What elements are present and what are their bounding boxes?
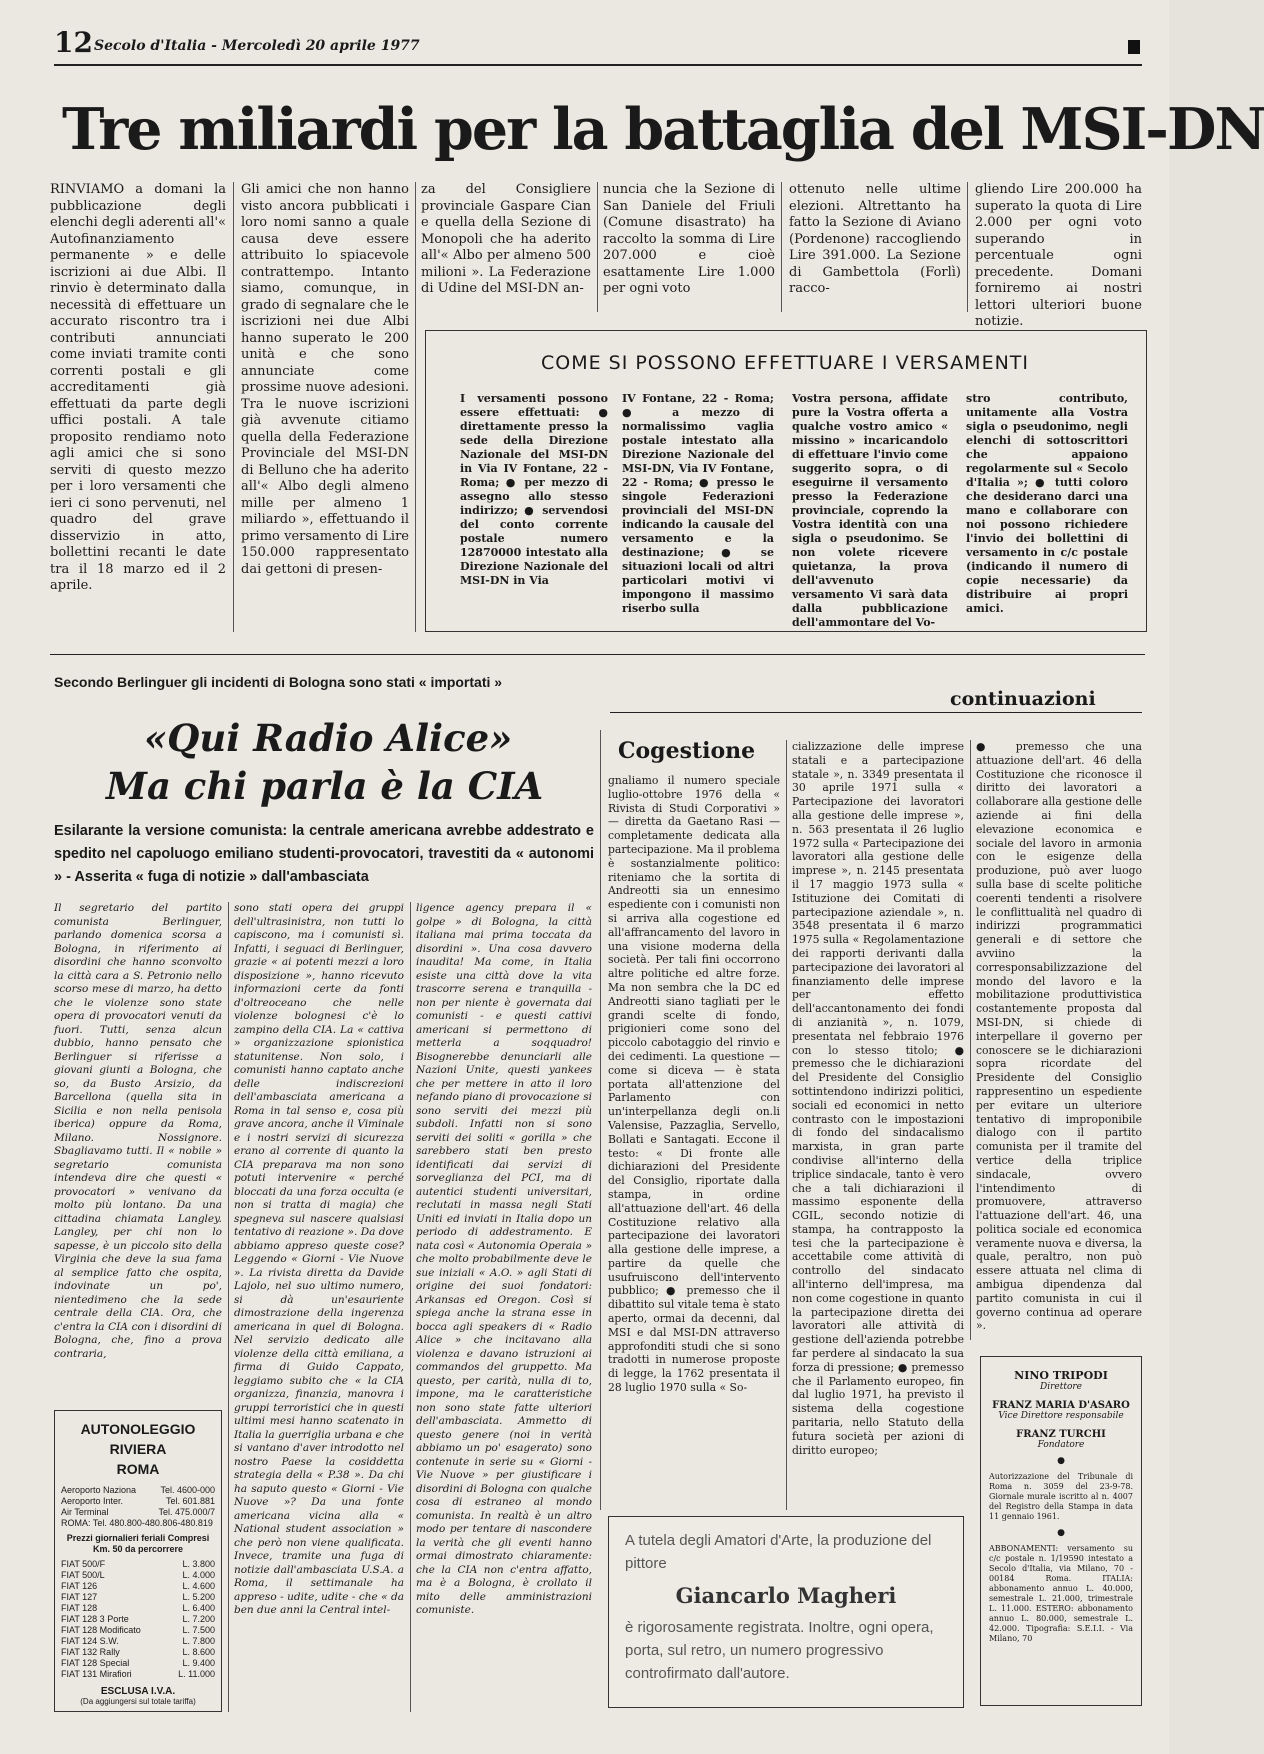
cogestione-col-1: gnaliamo il numero speciale luglio-ottobre 1976 della « Rivista di Studi Corporativi » — diretta da Gaetano Rasi — completamente dedicata alla partecipazione. Ma il problema è sostanzialmente politico: riteniamo che la sortita di Andreotti sia un ennesimo espediente con i comunisti non si arriva alla cogestione ed all'affrancamento del lavoro in una visione moderna della società. Per tali fini occorrono altre politiche ed altre forze. Ma non sembra che la DC ed Andreotti siano tagliati per le grandi scelte di fondo, prigionieri come sono del piccolo cabotaggio del rinvio e dei cedimenti. La questione — come si diceva — è stata portata all'attenzione del Parlamento con un'interpellanza degli on.li Valensise, Pazzaglia, Servello, Bollati e Santagati. Eccone il testo: « Di fronte alle dichiarazioni del Presidente del Consiglio, riportate dalla stampa, in ordine all'attuazione dell'art. 46 della Costituzione relativo alla partecipazione dei lavoratori alla gestione delle imprese, a partire da quelle che usufruiscono dell'intervento pubblico; ● premesso che il dibattito sul vitale tema è stato aperto, ormai da decenni, dal MSI e dal MSI-DN attraverso approfonditi studi che si sono tradotti in numerose proposte di legge, la 1762 presentata il 28 luglio 1970 sulla « So- <box>608 774 780 1395</box>
contact-phone: Tel. 4600-000 <box>160 1485 215 1495</box>
ad-autonoleggio-title-3: ROMA <box>116 1461 160 1477</box>
cogestione-col-2: cializzazione delle imprese statali e a partecipazione statale », n. 3349 presentata il 30 aprile 1971 sulla « Partecipazione dei lavoratori alla gestione delle imprese », n. 563 presentata il 26 luglio 1972 sulla « Partecipazione dei lavoratori alla gestione delle imprese », n. 2145 presentata il 17 maggio 1973 sulla « Istituzione dei Comitati di partecipazione aziendale », n. 3548 presentata il 6 marzo 1975 sulla « Regolamentazione dei rapporti derivanti dalla partecipazione dei lavoratori al finanziamento delle imprese per effetto dell'accantonamento dei fondi di anzianità », n. 1079, presentata nel febbraio 1976 con lo stesso titolo; ● premesso che le dichiarazioni del Presidente del Consiglio sottintendono indirizzi politici, sociali ed economici in netto contrasto con le impostazioni di fondo del sindacalismo marxista, in gran parte condivise all'interno della triplice sindacale, tanto è vero che a tali dichiarazioni il massimo esponente della CGIL, secondo notizie di stampa, ha contrapposto la tesi che la partecipazione è accettabile come attività di controllo del sindacato all'interno dell'impresa, ma non come cogestione in quanto la partecipazione diretta dei lavoratori alle attività di gestione dell'azienda potrebbe far perdere al sindacato la sua forza di pressione; ● premesso che il Parlamento europeo, fin dal luglio 1971, ha previsto il sistema della cogestione paritaria, nello Statuto della futura società per azioni di diritto europeo; <box>792 740 964 1457</box>
main-col-3: za del Consigliere provinciale Gaspare Cian e quella della Sezione di Monopoli che ha aderito all'« Albo per almeno 500 milioni ». La Federazione di Udine del MSI-DN an- <box>421 182 591 296</box>
price-row: FIAT 124 S.W. L. 7.800 <box>61 1636 215 1646</box>
contact-phone: Tel. 601.881 <box>165 1496 215 1506</box>
price-row: FIAT 128 3 Porte L. 7.200 <box>61 1614 215 1624</box>
colophon-subscriptions: ABBONAMENTI: versamento su c/c postale n. 1/19590 intestato a Secolo d'Italia, via Milano, 70 - 00184 Roma. ITALIA: abbonamento annuo L. 40.000, semestrale L. 21.000, trimestrale L. 11.000. ESTERO: abbonamento annuo L. 80.000, semestrale L. 42.000. Tipografia: S.E.I.I. - Via Milano, 70 <box>989 1544 1133 1643</box>
radio-alice-kicker: Secondo Berlinguer gli incidenti di Bologna sono stati « importati » <box>54 674 503 690</box>
radio-alice-title-1: «Qui Radio Alice» <box>144 716 513 760</box>
main-col-1: RINVIAMO a domani la pubblicazione degli elenchi degli aderenti all'« Autofinanziamento permanente » e delle iscrizioni ai due Albi. Il rinvio è determinato dalla necessità di effettuare un accurato riscontro tra i contributi annunciati come inviati tramite conti correnti postali e gli accreditamenti già effettuati da parte degli uffici postali. A tale proposito rendiamo noto agli amici che si sono serviti di questo mezzo per i loro versamenti che ieri ci sono pervenuti, nel quadro del grave disservizio in atto, bollettini recanti le date tra il 18 marzo ed il 2 aprile. <box>50 182 226 593</box>
price-row: FIAT 500/L L. 4.000 <box>61 1570 215 1580</box>
main-divider-2 <box>415 182 416 632</box>
price-row: FIAT 500/F L. 3.800 <box>61 1559 215 1569</box>
main-divider-5 <box>967 182 968 312</box>
versamenti-title: COME SI POSSONO EFFETTUARE I VERSAMENTI <box>540 352 1030 374</box>
corner-mark <box>1128 40 1140 54</box>
price-row: FIAT 128 L. 6.400 <box>61 1603 215 1613</box>
colophon-bullet: ● <box>1057 1456 1065 1466</box>
masthead: Secolo d'Italia - Mercoledì 20 aprile 1977 <box>94 38 420 54</box>
radio-alice-title-2: Ma chi parla è la CIA <box>106 764 544 808</box>
price-row: FIAT 128 Special L. 9.400 <box>61 1658 215 1668</box>
ad-magheri-body: è rigorosamente registrata. Inoltre, ogni opera, porta, sul retro, un numero progressivo controfirmato dall'autore. <box>625 1619 934 1682</box>
ad-autonoleggio-title-2: RIVIERA <box>109 1441 167 1457</box>
main-col-6: gliendo Lire 200.000 ha superato la quota di Lire 2.000 per ogni voto superando in percentuale ogni precedente. Domani forniremo ai nostri lettori ulteriori buone notizie. <box>975 182 1142 329</box>
ad-autonoleggio <box>54 1410 222 1712</box>
colophon-vice: FRANZ MARIA D'ASARO <box>992 1400 1130 1411</box>
cogestione-divider-1 <box>786 740 787 1510</box>
versamenti-col-3: Vostra persona, affidate pure la Vostra offerta a qualche vostro amico « missino » incaricandolo di effettuare l'invio come suggerito sopra, o di eseguirne il versamento presso la Federazione provinciale, coprendo la Vostra identità con una sigla o pseudonimo. Se non volete ricevere quietanza, la prova dell'avvenuto versamento Vi sarà data dalla pubblicazione dell'ammontare del Vo- <box>792 392 948 629</box>
ad-magheri-name: Giancarlo Magheri <box>675 1583 897 1608</box>
continuazioni-label: continuazioni <box>950 688 1096 710</box>
colophon-registration: Autorizzazione del Tribunale di Roma n. 3059 del 23-9-78. Giornale murale iscritto al n. 4007 del Registro della Stampa in data 11 gennaio 1961. <box>989 1472 1133 1521</box>
cogestione-divider-2 <box>970 740 971 1340</box>
colophon-director: NINO TRIPODI <box>1014 1369 1108 1382</box>
colophon-director-role: Direttore <box>1039 1382 1082 1392</box>
contact-label: Air Terminal <box>61 1507 109 1517</box>
colophon <box>980 1356 1142 1706</box>
versamenti-col-4: stro contributo, unitamente alla Vostra sigla o pseudonimo, negli elenchi di sottoscrittori che appaiono regolarmente sul « Secolo d'Italia »; ● tutti coloro che desiderano darci una mano e collaborare con noi possono richiedere l'invio dei bollettini di versamento in c/c postale (indicando il numero di copie necessarie) da distribuire ai propri amici. <box>966 392 1128 615</box>
versamenti-col-2: IV Fontane, 22 - Roma; ● a mezzo di normalissimo vaglia postale intestato alla Direzione Nazionale del MSI-DN, Via IV Fontane, 22 - Roma; ● presso le singole Federazioni provinciali del MSI-DN indicando la causale del versamento e la destinazione; ● se situazioni locali od altri particolari motivi vi impongono il massimo riserbo sulla <box>622 392 774 615</box>
radio-alice-col-1: Il segretario del partito comunista Berlinguer, parlando domenica scorsa a Bologna, in riferimento ai disordini che hanno sconvolto la città cara a S. Petronio nello scorso mese di marzo, ha detto che le violenze sono state opera di provocatori venuti da fuori. Tutti, senza alcun dubbio, hanno pensato che Berlinguer si riferisse a giovani giunti a Bologna, che so, da Busto Arsizio, da Barcellona (quella sita in Sicilia e non nella penisola iberica) oppure da Roma, Milano. Nossignore. Sbagliavamo tutti. Il « nobile » segretario comunista intendeva dire che questi « provocatori » venivano da molto più lontano. Da una cittadina chiamata Langley. Langley, per chi non lo sapesse, è un piccolo sito della Virginia che deve la sua fama al semplice fatto che ospita, indovinate un po', nientedimeno che la sede centrale della CIA. Ora, che c'entra la CIA con i disordini di Bologna, che, fino a prova contraria, <box>54 902 222 1360</box>
ad-prices-header: Prezzi giornalieri feriali Compresi Km. 50 da percorrere <box>66 1533 210 1554</box>
cogestione-title: Cogestione <box>618 738 756 764</box>
section-rule <box>50 654 1145 655</box>
radio-divider-1 <box>228 902 229 1712</box>
colophon-bullet: ● <box>1057 1528 1065 1538</box>
headline-tre-miliardi: Tre miliardi per la battaglia del MSI-DN <box>62 96 1264 163</box>
colophon-founder: FRANZ TURCHI <box>1016 1429 1106 1440</box>
price-row: FIAT 131 Mirafiori L. 11.000 <box>61 1669 215 1679</box>
main-col-5: ottenuto nelle ultime elezioni. Altrettanto ha fatto la Sezione di Aviano (Pordenone) raccogliendo Lire 391.000. La Sezione di Gambettola (Forlì) racco- <box>789 182 961 296</box>
contact-label: Aeroporto Inter. <box>61 1496 124 1506</box>
colophon-founder-role: Fondatore <box>1037 1440 1085 1450</box>
ad-autonoleggio-title-1: AUTONOLEGGIO <box>80 1421 196 1437</box>
price-row: FIAT 126 L. 4.600 <box>61 1581 215 1591</box>
cogestione-col-3: ● premesso che una attuazione dell'art. 46 della Costituzione che riconosce il diritto dei lavoratori a collaborare alla gestione delle aziende ai fini della elevazione economica e sociale del lavoro in armonia con le esigenze della produzione, può aver luogo sulla base di scelte politiche coerenti tendenti a risolvere le conflittualità nel quadro di indirizzi programmatici generali e di settore che avviino la corresponsabilizzazione del mondo del lavoro e la mobilitazione produttivistica costantemente proposta dal MSI-DN, si chiede di interpellare il governo per conoscere se le dichiarazioni sopra ricordate del Presidente del Consiglio rappresentino un espediente per evitare un ulteriore tentativo di improponibile dialogo con il partito comunista per il tramite del vertice della triplice sindacale, ovvero l'intendimento di promuovere, attraverso l'attuazione dell'art. 46, una politica sociale ed economica veramente nuova e diversa, la quale, peraltro, non può essere attuata nel clima di ambigua dipendenza dal partito comunista in cui il governo continua ad operare ». <box>976 740 1142 1333</box>
colophon-vice-role: Vice Direttore responsabile <box>998 1411 1124 1421</box>
main-col-2: Gli amici che non hanno visto ancora pubblicati i loro nomi sanno a quale causa deve essere attribuito lo spiacevole contrattempo. Intanto siamo, comunque, in grado di segnalare che le iscrizioni nei due Albi hanno superato le 200 unità e che sono annunciate come prossime nuove adesioni. Tra le nuove iscrizioni già avvenute citiamo quella della Federazione Provinciale del MSI-DN di Belluno che ha aderito all'« Albo degli almeno mille per almeno 1 miliardo », effettuando il primo versamento di Lire 150.000 rappresentato dai gettoni di presen- <box>241 182 409 577</box>
main-divider-4 <box>781 182 782 312</box>
ad-footer-1: ESCLUSA I.V.A. <box>100 1686 176 1697</box>
price-row: FIAT 127 L. 5.200 <box>61 1592 215 1602</box>
ad-price-list <box>55 1559 221 1680</box>
ad-footer-2: (Da aggiungersi sul totale tariffa) <box>80 1697 196 1706</box>
radio-alice-col-3: ligence agency prepara il « golpe » di Bologna, la città italiana mai prima toccata da disordini ». Una cosa davvero inaudita! Ma come, in Italia esiste una città dove la vita trascorre serena e tranquilla - non per niente è governata dai comunisti - e questi cattivi americani si permettono di metterla a soqquadro! Bisognerebbe denunciarli alle Nazioni Unite, questi yankees che per mettere in atto il loro nefando piano di provocazione si sono serviti dei mezzi più subdoli. Infatti non si sono serviti dei soliti « gorilla » che sarebbero stati ben presto identificati dai servizi di sorveglianza del PCI, ma di autentici studenti universitari, reclutati in massa negli Stati Uniti ed inviati in Italia dopo un periodo di addestramento. E nata così « Autonomia Operaia » che molto probabilmente deve le sue iniziali « A.O. » agli Stati di origine dei suoi fondatori: Arkansas ed Oregon. Così si spiega anche la strana esse in bocca agli speakers di « Radio Alice » che incitavano alla violenza e davano istruzioni ai commandos del gruppetto. Ma questo, per carità, nulla di to, impone, ma le caratteristiche non sono state fatte ulteriori dell'ambasciata. Ammetto di questo genere (noi in verità abbiamo un po' esagerato) sono contenute in serie su « Giorni - Vie Nuove » per giustificare i disordini di Bologna con qualche cosa di estraneo al mondo comunista. In realtà è un altro modo per tentare di nascondere la verità che gli eventi hanno ormai dimostrato chiaramente: che la CIA non c'entra affatto, ma è a Bologna, è crollato il mito delle amministrazioni comuniste. <box>416 902 592 1616</box>
main-divider-1 <box>233 182 234 632</box>
contact-label: ROMA: Tel. 480.800-480.806-480.819 <box>61 1518 213 1528</box>
radio-alice-col-2: sono stati opera dei gruppi dell'ultrasinistra, non tutti lo capiscono, ma i comunisti sì. Infatti, i seguaci di Berlinguer, grazie « ai potenti mezzi a loro disposizione », hanno ricevuto informazioni certe da fonti d'oltreoceano che nelle violenze bolognesi c'è lo zampino della CIA. La « cattiva » organizzazione spionistica statunitense. Non solo, i comunisti hanno captato anche delle indiscrezioni dell'ambasciata americana a Roma in tal senso e, cosa più grave ancora, anche il Viminale e i nostri servizi di sicurezza erano al corrente di quanto la CIA preparava ma non sono potuti intervenire « perché bloccati da una forza occulta (e non si tratta di magia) che spegneva sul nascere qualsiasi tentativo di reazione ». Da dove abbiamo appreso queste cose? Leggendo « Giorni - Vie Nuove ». La rivista diretta da Davide Lajolo, nel suo ultimo numero, si dà un'esauriente dimostrazione della ingerenza americana in quel di Bologna. Nel servizio dedicato alle violenze della città emiliana, a firma di Guido Cappato, leggiamo subito che « la CIA organizza, finanzia, manovra i gruppi terroristici che in questi ultimi mesi hanno scatenato in Italia la guerriglia urbana e che si vantano d'aver introdotto nel nostro Paese la cosiddetta strategia della « P.38 ». Da chi ha saputo questo « Giorni - Vie Nuove »? Da una fonte americana vicina alla « National student association » che però non viene qualificata. Invece, tramite una fuga di notizie dall'ambasciata U.S.A. a Roma, il settimanale ha appreso - udite, udite - che « da ben due anni la Central intel- <box>234 902 404 1616</box>
contact-phone: Tel. 475.000/7 <box>158 1507 215 1517</box>
radio-divider-2 <box>410 902 411 1712</box>
continuazioni-rule <box>610 712 1142 713</box>
ad-autonoleggio-contacts <box>55 1485 221 1529</box>
ad-magheri <box>608 1516 964 1708</box>
price-row: FIAT 128 Modificato L. 7.500 <box>61 1625 215 1635</box>
cogestione-divider-left <box>600 730 601 1510</box>
main-divider-3 <box>597 182 598 312</box>
main-col-4: nuncia che la Sezione di San Daniele del Friuli (Comune disastrato) ha raccolto la somma di Lire 207.000 e cioè esattamente Lire 1.000 per ogni voto <box>603 182 775 296</box>
header-rule <box>54 64 1142 66</box>
radio-alice-subhead: Esilarante la versione comunista: la centrale americana avrebbe addestrato e spedito nel capoluogo emiliano studenti-provocatori, travestiti da « autonomi » - Asserita « fuga di notizie » dall'ambasciata <box>54 823 594 885</box>
ad-magheri-intro: A tutela degli Amatori d'Arte, la produzione del pittore <box>625 1532 932 1572</box>
page-number: 12 <box>54 26 93 59</box>
price-row: FIAT 132 Rally L. 8.600 <box>61 1647 215 1657</box>
versamenti-col-1: I versamenti possono essere effettuati: ● direttamente presso la sede della Direzione Nazionale del MSI-DN in Via IV Fontane, 22 - Roma; ● per mezzo di assegno allo stesso indirizzo; ● servendosi del conto corrente postale numero 12870000 intestato alla Direzione Nazionale del MSI-DN in Via <box>460 392 608 587</box>
contact-label: Aeroporto Naziona <box>61 1485 137 1495</box>
